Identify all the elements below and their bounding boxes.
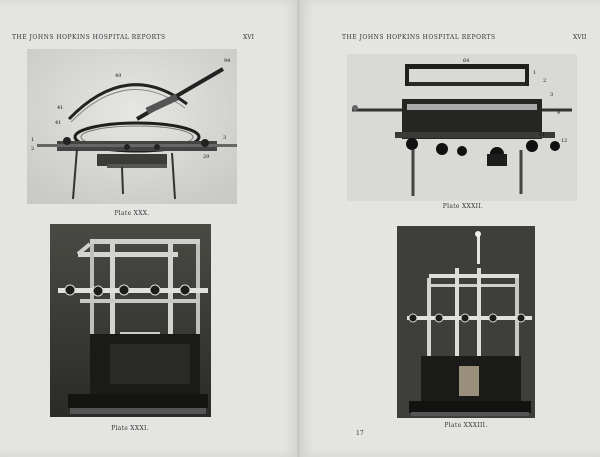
plate-xxx-photo [27,49,237,204]
svg-text:4: 4 [557,110,561,116]
plate-xxxiii-photo [397,226,535,418]
svg-text:41: 41 [57,105,64,111]
svg-text:64: 64 [463,58,470,64]
plate-xxx-caption: Plate XXX. [114,210,150,217]
page-number-left: XVI [243,34,254,41]
svg-text:11: 11 [539,132,546,138]
svg-text:2: 2 [31,146,35,152]
signature-mark: 17 [356,430,364,437]
svg-text:1: 1 [533,70,537,76]
plate-xxxi-photo [50,224,211,417]
plate-xxxii-caption: Plate XXXII. [442,203,484,210]
svg-text:94: 94 [224,58,231,64]
svg-text:12: 12 [561,138,568,144]
plate-xxxi-caption: Plate XXXI. [111,425,149,432]
left-page [0,0,298,457]
svg-text:3: 3 [550,92,554,98]
svg-text:3: 3 [223,135,227,141]
svg-text:1: 1 [31,137,35,143]
right-page [300,0,600,457]
svg-text:49: 49 [115,73,122,79]
plate-xxxii-photo [347,54,577,201]
svg-text:29: 29 [203,154,210,160]
page-number-right: XVII [573,34,587,41]
svg-text:41: 41 [55,120,62,126]
plate-xxxiii-caption: Plate XXXIII. [444,422,488,429]
svg-text:2: 2 [543,78,547,84]
running-head-right: THE JOHNS HOPKINS HOSPITAL REPORTS [342,34,496,41]
running-head-left: THE JOHNS HOPKINS HOSPITAL REPORTS [12,34,166,41]
